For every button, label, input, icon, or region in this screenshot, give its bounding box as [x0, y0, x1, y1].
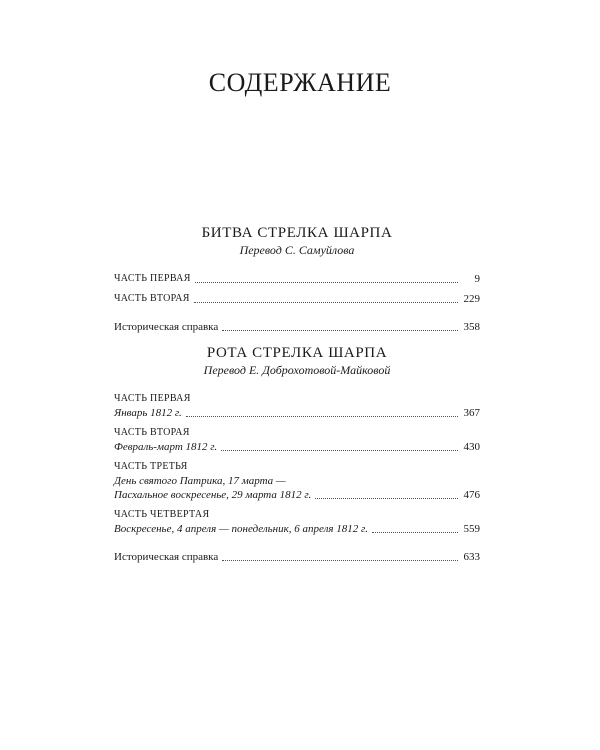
toc-page-number: 559: [463, 523, 480, 535]
book-title: БИТВА СТРЕЛКА ШАРПА: [201, 225, 393, 241]
dot-leader: [186, 416, 458, 417]
dot-leader: [315, 498, 458, 499]
toc-page-number: 430: [463, 441, 480, 453]
part-label: ЧАСТЬ ВТОРАЯ: [114, 427, 190, 438]
toc-entry[interactable]: [114, 460, 480, 502]
toc-entry[interactable]: [114, 426, 480, 454]
dot-leader: [221, 450, 458, 451]
toc-entry-subtitle: День святого Патрика, 17 марта —: [114, 475, 286, 487]
toc-entry[interactable]: [114, 320, 480, 334]
toc-entry-label: Пасхальное воскресенье, 29 марта 1812 г.: [114, 489, 312, 501]
toc-entry-label: Историческая справка: [114, 321, 219, 333]
toc-entry-label: Январь 1812 г.: [114, 407, 182, 419]
dot-leader: [372, 532, 458, 533]
toc-entry[interactable]: [114, 392, 480, 420]
dot-leader: [222, 330, 458, 331]
toc-entry-label: ЧАСТЬ ВТОРАЯ: [114, 293, 190, 304]
toc-entry[interactable]: [114, 550, 480, 564]
page-title: СОДЕРЖАНИЕ: [208, 68, 392, 97]
toc-entry[interactable]: [114, 272, 480, 286]
toc-page-number: 9: [474, 273, 480, 285]
toc-entry-label: Февраль-март 1812 г.: [114, 441, 218, 453]
toc-entry-label: ЧАСТЬ ПЕРВАЯ: [114, 273, 191, 284]
part-label: ЧАСТЬ ПЕРВАЯ: [114, 393, 191, 404]
toc-page-number: 476: [463, 489, 480, 501]
toc-entry-label: Историческая справка: [114, 551, 219, 563]
part-label: ЧАСТЬ ТРЕТЬЯ: [114, 461, 188, 472]
toc-page-number: 367: [463, 407, 480, 419]
toc-entry[interactable]: [114, 508, 480, 536]
toc-page-number: 229: [463, 293, 480, 305]
toc-page-number: 358: [463, 321, 480, 333]
translator-credit: Перевод С. Самуйлова: [239, 243, 355, 257]
toc-page-number: 633: [463, 551, 480, 563]
book-section-2: [114, 344, 480, 570]
dot-leader: [194, 302, 458, 303]
part-label: ЧАСТЬ ЧЕТВЕРТАЯ: [114, 509, 210, 520]
toc-list: [114, 392, 480, 564]
book-section-1: [114, 224, 480, 340]
dot-leader: [222, 560, 458, 561]
book-title: РОТА СТРЕЛКА ШАРПА: [206, 345, 388, 361]
translator-credit: Перевод Е. Доброхотовой-Майковой: [203, 363, 391, 377]
dot-leader: [195, 282, 458, 283]
toc-list: [114, 272, 480, 334]
toc-entry[interactable]: [114, 292, 480, 306]
toc-entry-label: Воскресенье, 4 апреля — понедельник, 6 апреля 1812 г.: [114, 523, 368, 535]
